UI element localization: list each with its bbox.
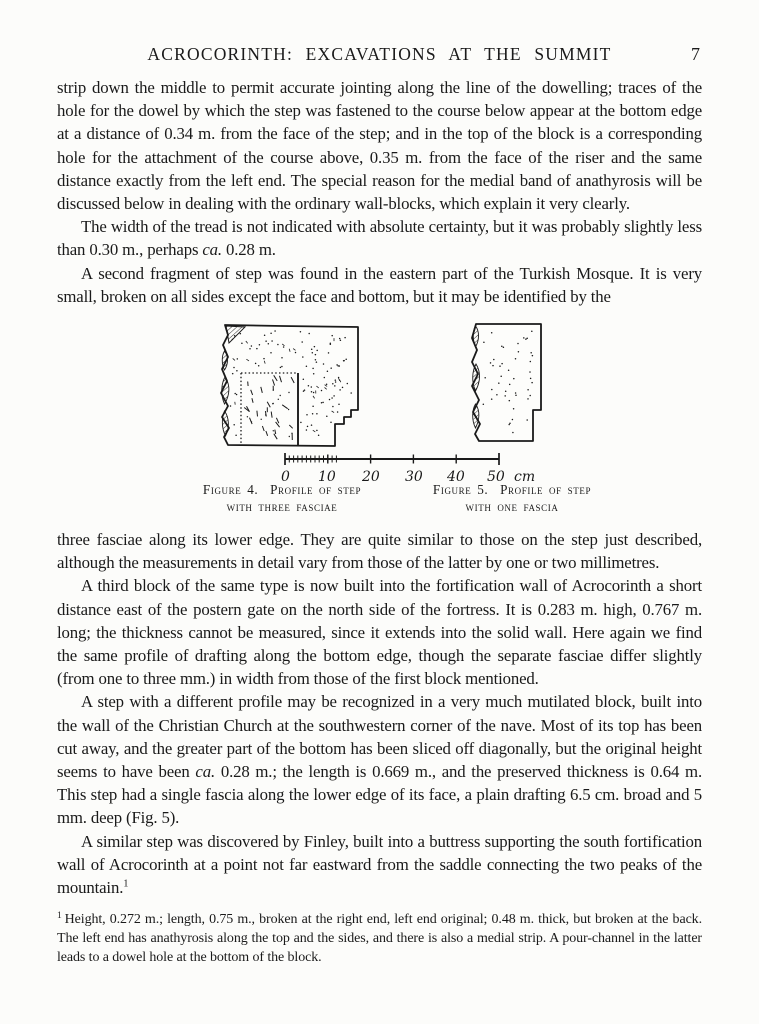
block-outline	[472, 324, 541, 441]
scale-tick-label: 10	[318, 469, 336, 486]
scale-tick-label: 20	[362, 469, 380, 486]
latin-abbreviation: ca.	[202, 240, 222, 260]
figure5-label: Figure 5.	[432, 482, 489, 498]
paragraph-6	[57, 690, 702, 829]
paragraph-3: A second fragment of step was found in the eastern part of the Turkish Mosque. It is very small, broken on all sides except the face and bottom, but it may be identified by the	[57, 263, 702, 306]
scale-bar	[277, 450, 567, 486]
figure5-caption	[402, 482, 622, 515]
scale-tick-label: 50	[487, 469, 505, 486]
scale-tick-label: 30	[405, 469, 423, 486]
figure5-title: Profile of step	[500, 482, 592, 498]
figure5-drawing	[460, 318, 546, 444]
figure4-caption-line1	[203, 482, 361, 497]
figure-block	[57, 316, 702, 528]
paragraph-6-text: A step with a different profile may be recognized in a very much mutilated block, built into the wall of the Christian Church at the southwestern corner of the nave. Most of its top has been cut away, and the greater part of the bottom has been sliced off diagonally, but the original height seems to have been	[57, 692, 702, 782]
page-number: 7	[691, 44, 700, 64]
figure5-caption-line1	[433, 482, 591, 497]
text-column	[57, 76, 702, 967]
scale-unit-label: cm	[514, 469, 536, 486]
paragraph-4: three fasciae along its lower edge. They are quite similar to those on the step just described, although the measurements in detail vary from those of the latter by one or two millimetres.	[57, 530, 702, 573]
paragraph-6-text-end: 0.28 m.; the length is 0.669 m., and the preserved thickness is 0.64 m. This step had a single fascia along the lower edge of its face, a plain drafting 6.5 cm. broad and 5 mm. deep (Fig. 5).	[57, 762, 702, 828]
paragraph-1: strip down the middle to permit accurate jointing along the line of the dowelling; traces of the hole for the dowel by which the step was fastened to the course below appear at the bottom edge at a distance of 0.34 m. from the face of the step; and in the top of the block is a corresponding hole for the attachment of the course above, 0.35 m. from the face of the riser and the same distance exactly from the left end. The special reason for the medial band of anathyrosis will be discussed below in dealing with the ordinary wall-blocks, which explain it very clearly.	[57, 78, 702, 214]
paragraph-5: A third block of the same type is now built into the fortification wall of Acrocorinth a short distance east of the postern gate on the north side of the fortress. It is 0.283 m. high, 0.767 m. long; the thickness cannot be measured, since it extends into the solid wall. Here again we find the same profile of drafting along the bottom edge, though the separate fasciae differ slightly (from one to three mm.) in width from those of the first block mentioned.	[57, 576, 702, 689]
paragraph-7	[57, 830, 702, 900]
paragraph-2-text-end: 0.28 m.	[221, 240, 276, 260]
latin-abbreviation: ca.	[195, 762, 216, 782]
figure4-subtitle: with three fasciae	[226, 498, 338, 514]
paragraph-2	[57, 215, 702, 261]
figure4-title: Profile of step	[270, 482, 362, 498]
footnote-text: Height, 0.272 m.; length, 0.75 m., broken at the right end, left end original; 0.48 m. thick, but broken at the back. The left end has anathyrosis along the top and the sides, and there is also a medial strip. A pour-channel in the latter leads to a dowel hole at the bottom of the block.	[57, 912, 702, 966]
footnote-number: 1	[57, 910, 62, 921]
page-title: ACROCORINTH: EXCAVATIONS AT THE SUMMIT	[147, 44, 612, 64]
scale-tick-label: 40	[447, 469, 465, 486]
footnote-reference: 1	[123, 878, 129, 890]
figure4-caption	[172, 482, 392, 515]
footnote	[57, 910, 702, 967]
paragraph-2-text: The width of the tread is not indicated with absolute certainty, but it was probably slightly less than 0.30 m., perhaps	[57, 217, 702, 260]
figure5-subtitle: with one fascia	[465, 498, 559, 514]
paragraph-7-text: A similar step was discovered by Finley, built into a buttress supporting the south fortification wall of Acrocorinth at a point not far eastward from the saddle connecting the two peaks of the mountain.	[57, 831, 702, 898]
scale-tick-label: 0	[281, 469, 290, 486]
running-head	[57, 44, 702, 66]
broken-edge-hatch	[473, 404, 479, 428]
figure4-label: Figure 4.	[202, 482, 259, 498]
figure4-drawing	[212, 316, 384, 450]
